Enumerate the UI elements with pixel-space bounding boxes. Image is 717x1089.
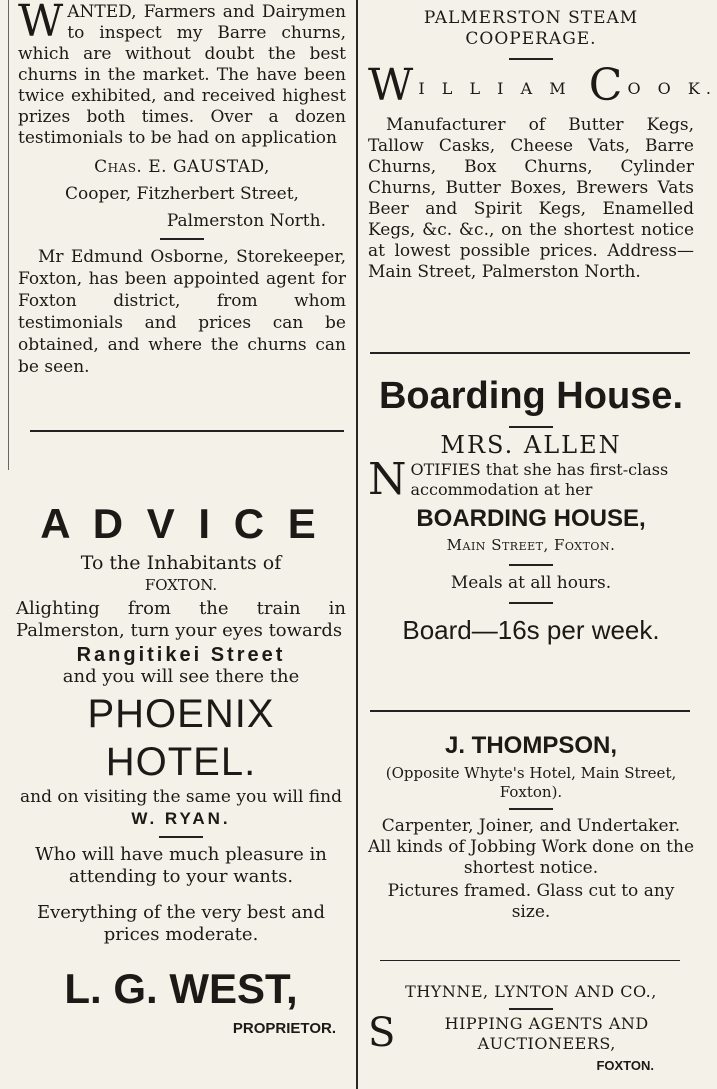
boarding-name: MRS. ALLEN — [440, 431, 622, 459]
advice-line3: and on visiting the same you will find — [20, 787, 342, 807]
advice-hotel: PHOENIX HOTEL. — [87, 692, 275, 784]
boarding-address: Main Street, Foxton. — [446, 536, 616, 554]
right-divider-1 — [370, 352, 690, 354]
thompson-name: J. THOMPSON, — [444, 732, 618, 759]
thynne-advert — [368, 982, 694, 1076]
advice-sub1: To the Inhabitants of — [80, 552, 282, 574]
advice-line4: Who will have much pleasure in attending to your wants. — [35, 844, 327, 887]
advice-line2: and you will see there the — [62, 666, 300, 687]
wanted-dropcap: W — [18, 0, 64, 47]
boarding-notice — [368, 454, 694, 505]
boarding-price: Board—16s per week. — [402, 615, 660, 645]
thynne-town: FOXTON. — [596, 1058, 654, 1073]
wanted-signature-town: Palmerston North. — [166, 211, 326, 231]
cooperage-title: PALMERSTON STEAM COOPERAGE. — [423, 8, 639, 49]
cooperage-name-illiam: I L L I A M — [418, 79, 572, 98]
thynne-firm: THYNNE, LYNTON AND CO., — [405, 982, 657, 1001]
advice-headline: A D V I C E — [40, 500, 322, 547]
cooperage-name-c: C — [588, 60, 623, 111]
boarding-dropcap: N — [368, 454, 407, 505]
right-divider-3 — [380, 960, 680, 961]
thompson-pictures: Pictures framed. Glass cut to any size. — [387, 881, 675, 922]
cooperage-name-ook: O O K. — [627, 79, 717, 98]
advice-advert — [16, 500, 346, 1040]
cooperage-body: Manufacturer of Butter Kegs, Tallow Casks, Cheese Vats, Barre Churns, Box Churns, Cylinder Churns, Butter Boxes, Brewers Vats Beer and Spirit Kegs, Enamelled Kegs, &c. &c., on the shortest notice at lowest possible prices. Address—Main Street, Palmerston North. — [368, 115, 694, 282]
boarding-advert — [368, 372, 694, 648]
advice-host: W. RYAN. — [131, 809, 231, 828]
advice-sub2: FOXTON. — [144, 576, 218, 594]
thynne-role-line — [368, 1010, 694, 1056]
advice-proprietor-name: L. G. WEST, — [64, 965, 298, 1012]
boarding-lead: OTIFIES that she has first-class accommodation at her — [410, 460, 669, 499]
thompson-trade: Carpenter, Joiner, and Undertaker. All kinds of Jobbing Work done on the shortest notice. — [368, 816, 695, 878]
wanted-advert — [18, 2, 346, 378]
cooperage-short-rule — [509, 58, 553, 60]
advice-line1: Alighting from the train in Palmerston, turn your eyes towards — [16, 598, 346, 641]
boarding-short-rule — [509, 426, 553, 428]
wanted-agent-note: Mr Edmund Osborne, Storekeeper, Foxton, has been appointed agent for Foxton district, from whom testimonials and prices can be obtained, and where the churns can be seen. — [18, 247, 346, 377]
wanted-signature-street: Cooper, Fitzherbert Street, — [65, 184, 299, 204]
advice-short-rule — [159, 836, 203, 838]
advice-proprietor-title: PROPRIETOR. — [232, 1020, 336, 1037]
left-divider-1 — [30, 430, 344, 432]
thynne-role: HIPPING AGENTS AND AUCTIONEERS, — [444, 1014, 649, 1053]
advice-street: Rangitikei Street — [76, 644, 286, 666]
wanted-short-rule — [160, 238, 204, 240]
cooperage-name — [368, 60, 717, 111]
boarding-short-rule-3 — [509, 602, 553, 604]
advice-line5: Everything of the very best and prices moderate. — [36, 902, 326, 945]
cooperage-name-w: W — [368, 60, 414, 111]
boarding-short-rule-2 — [509, 564, 553, 566]
left-column — [0, 0, 354, 1089]
boarding-headline: Boarding House. — [378, 375, 684, 417]
right-divider-2 — [370, 710, 690, 712]
boarding-meals: Meals at all hours. — [450, 573, 612, 593]
column-divider — [356, 0, 358, 1089]
cooperage-advert — [368, 8, 717, 283]
thynne-dropcap: S — [368, 1010, 396, 1056]
wanted-signature-name: Chas. E. GAUSTAD, — [94, 157, 270, 177]
wanted-body — [18, 2, 346, 149]
thompson-advert — [368, 730, 694, 923]
thompson-short-rule — [509, 808, 553, 810]
thynne-short-rule — [509, 1008, 553, 1010]
thompson-address: (Opposite Whyte's Hotel, Main Street, Foxton). — [385, 764, 677, 801]
wanted-text: Farmers and Dairymen to inspect my Barre churns, which are without doubt the best churns in the market. The have been twice exhibited, and received highest prizes both times. Over a dozen testimonials to be had on application — [18, 2, 346, 148]
right-column — [360, 0, 717, 1089]
boarding-house-title: BOARDING HOUSE, — [416, 505, 646, 532]
wanted-lead: ANTED, — [67, 2, 137, 22]
